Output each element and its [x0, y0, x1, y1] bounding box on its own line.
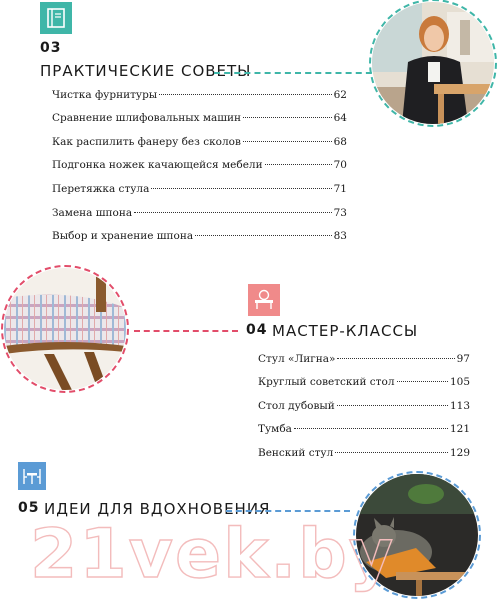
- toc-item-title: Подгонка ножек качающейся мебели: [52, 159, 263, 171]
- section-divider: [226, 510, 350, 512]
- toc-item-title: Стол дубовый: [258, 400, 335, 412]
- toc-item-page: 97: [456, 353, 470, 365]
- toc-item-title: Как распилить фанеру без сколов: [52, 136, 241, 148]
- toc-item-title: Сравнение шлифовальных машин: [52, 112, 242, 124]
- section-divider: [134, 330, 238, 332]
- section-number: 05: [18, 500, 40, 516]
- toc-item-page: 62: [333, 89, 347, 101]
- toc-item-page: 70: [333, 159, 347, 171]
- section-title: МАСТЕР-КЛАССЫ: [272, 322, 419, 340]
- book-icon: [40, 2, 72, 34]
- section-number: 03: [40, 40, 62, 56]
- toc-item-title: Чистка фурнитуры: [52, 89, 158, 101]
- toc-item[interactable]: [258, 375, 470, 389]
- toc-item-title: Тумба: [258, 423, 292, 435]
- toc-item-title: Перетяжка стула: [52, 183, 150, 195]
- toc-item[interactable]: [258, 399, 470, 413]
- vanity-table-icon: [248, 284, 280, 316]
- toc-item-title: Стул «Лигна»: [258, 353, 336, 365]
- dining-set-icon: [18, 462, 46, 490]
- section-title: ПРАКТИЧЕСКИЕ СОВЕТЫ: [40, 62, 252, 80]
- photo-frame-ring: [1, 265, 129, 393]
- toc-item[interactable]: [52, 229, 347, 243]
- toc-item-page: 73: [333, 207, 347, 219]
- toc-item-page: 121: [449, 423, 470, 435]
- toc-item-title: Венский стул: [258, 447, 334, 459]
- toc-list: [52, 88, 347, 248]
- toc-item-page: 68: [333, 136, 347, 148]
- toc-item[interactable]: [52, 206, 347, 220]
- toc-item[interactable]: [52, 111, 347, 125]
- toc-item-page: 71: [333, 183, 347, 195]
- toc-item-page: 105: [449, 376, 470, 388]
- toc-item-title: Выбор и хранение шпона: [52, 230, 194, 242]
- toc-item-page: 113: [449, 400, 470, 412]
- toc-item[interactable]: [258, 422, 470, 436]
- toc-item-page: 129: [449, 447, 470, 459]
- toc-item-page: 83: [333, 230, 347, 242]
- watermark: 21vek.by: [30, 515, 396, 594]
- section-number: 04: [246, 322, 268, 338]
- section-divider: [214, 72, 382, 74]
- toc-item-title: Замена шпона: [52, 207, 133, 219]
- toc-item-title: Круглый советский стол: [258, 376, 395, 388]
- toc-list: [258, 352, 470, 462]
- toc-item[interactable]: [258, 352, 470, 366]
- toc-item[interactable]: [52, 182, 347, 196]
- section-title: ИДЕИ ДЛЯ ВДОХНОВЕНИЯ: [44, 500, 271, 518]
- toc-item[interactable]: [258, 446, 470, 460]
- toc-item[interactable]: [52, 88, 347, 102]
- toc-item[interactable]: [52, 158, 347, 172]
- toc-item[interactable]: [52, 135, 347, 149]
- toc-item-page: 64: [333, 112, 347, 124]
- photo-frame-ring: [369, 0, 497, 127]
